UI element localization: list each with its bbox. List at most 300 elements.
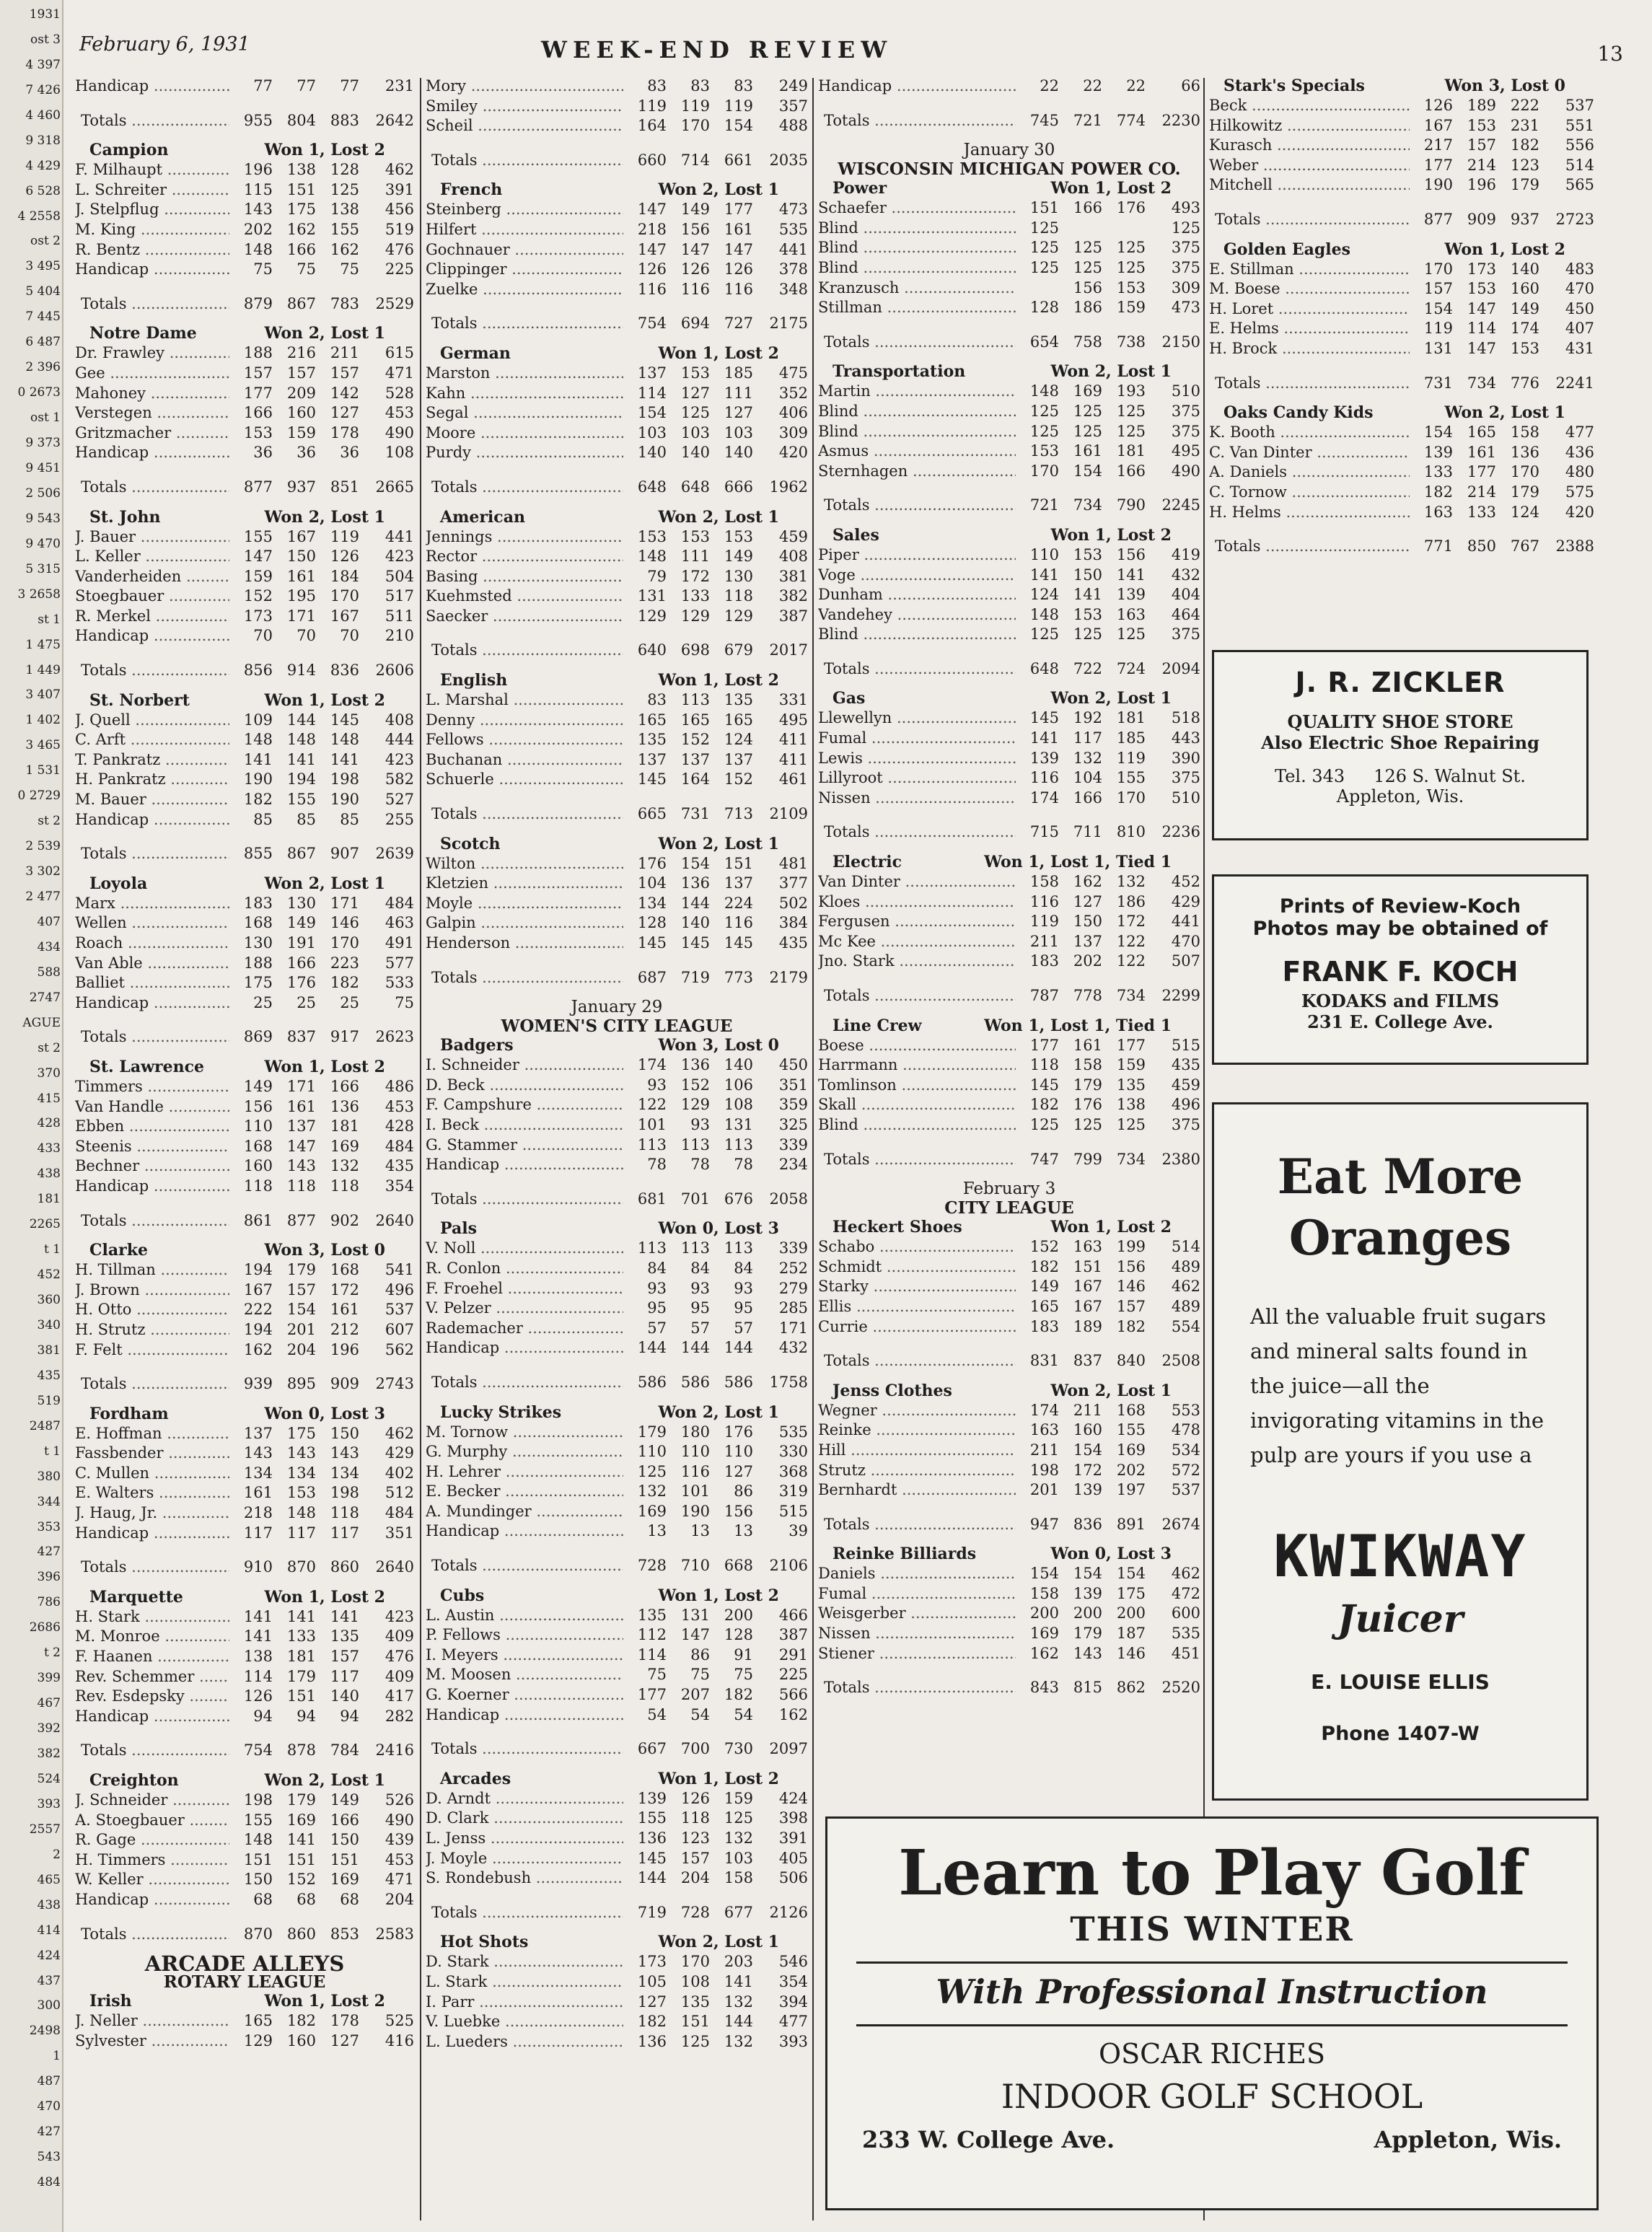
game-score: 154 — [1073, 1565, 1102, 1583]
player-row — [75, 180, 414, 201]
player-row — [818, 1461, 1200, 1481]
series-total: 452 — [1171, 873, 1200, 891]
player-row — [75, 200, 414, 220]
series-total: 282 — [385, 1707, 414, 1725]
game-score: 153 — [1467, 280, 1496, 298]
series-total: 407 — [1565, 320, 1594, 338]
game-score: 68 — [340, 1890, 359, 1908]
game-score: 182 — [1029, 1096, 1059, 1114]
series-total: 450 — [778, 1056, 808, 1074]
series-total: 279 — [778, 1279, 808, 1297]
player-row — [75, 403, 414, 423]
game-score: 84 — [734, 1259, 753, 1277]
totals-label: Totals ..... — [75, 844, 229, 864]
totals-label: Totals ..... — [818, 986, 1016, 1006]
series-total: 477 — [778, 2013, 808, 2031]
player-row — [1209, 319, 1594, 339]
game-score: 161 — [286, 1097, 316, 1115]
game-score: 139 — [1116, 586, 1146, 604]
margin-fragment: 438 — [37, 1166, 61, 1182]
series-total: 480 — [1565, 463, 1594, 481]
game-total: 867 — [286, 845, 316, 863]
player-name: F. Milhaupt ..... — [75, 160, 229, 180]
game-score: 161 — [330, 1301, 359, 1319]
series-total: 441 — [1171, 913, 1200, 931]
totals-label: Totals ..... — [1209, 537, 1410, 557]
game-score: 163 — [1073, 1238, 1102, 1256]
game-total: 668 — [724, 1557, 753, 1575]
game-score: 211 — [1029, 1441, 1059, 1459]
player-name: A. Stoegbauer ..... — [75, 1811, 229, 1831]
game-score: 144 — [286, 711, 316, 729]
margin-fragment: 470 — [37, 2099, 61, 2114]
player-row — [75, 1627, 414, 1647]
game-score: 202 — [1116, 1461, 1146, 1479]
game-score: 132 — [1116, 873, 1146, 891]
margin-fragment: 427 — [37, 2125, 61, 2140]
team-record: Won 1, Lost 2 — [1050, 525, 1172, 545]
game-total: 947 — [1029, 1515, 1059, 1533]
margin-fragment: 519 — [37, 1393, 61, 1408]
team-name: Line Crew — [832, 1016, 922, 1035]
team-record: Won 1, Lost 2 — [264, 141, 385, 160]
team-name: Oaks Candy Kids — [1223, 403, 1374, 423]
series-total: 406 — [778, 404, 808, 422]
grand-total: 2665 — [375, 478, 414, 496]
game-score: 212 — [330, 1320, 359, 1338]
team-totals-row — [75, 478, 414, 498]
game-score: 104 — [1073, 769, 1102, 787]
team-totals-row — [426, 1190, 808, 1210]
series-total: 502 — [778, 894, 808, 912]
game-total: 719 — [637, 1903, 667, 1921]
series-total: 488 — [778, 117, 808, 135]
bowling-column-2 — [426, 76, 808, 2052]
margin-fragment: 3 2658 — [17, 586, 61, 602]
player-name: Handicap ..... — [75, 993, 229, 1014]
game-score: 158 — [1510, 423, 1539, 441]
player-name: H. Brock ..... — [1209, 339, 1410, 359]
game-score: 176 — [1073, 1096, 1102, 1114]
player-row — [75, 1340, 414, 1361]
grand-total: 1758 — [769, 1373, 808, 1391]
game-score: 94 — [340, 1707, 359, 1725]
series-total: 453 — [385, 1850, 414, 1868]
series-total: 476 — [385, 1648, 414, 1666]
game-score: 153 — [286, 1484, 316, 1502]
game-score: 154 — [637, 404, 667, 422]
margin-fragment: 1 531 — [25, 763, 61, 778]
margin-fragment: 0 2729 — [17, 788, 61, 804]
grand-total: 2388 — [1555, 537, 1594, 555]
game-total: 776 — [1510, 374, 1539, 392]
game-score: 150 — [1073, 913, 1102, 931]
player-row — [75, 973, 414, 993]
game-score: 175 — [286, 201, 316, 219]
player-row — [818, 1564, 1200, 1584]
team-totals-row — [75, 294, 414, 315]
player-row — [75, 1320, 414, 1340]
series-total: 402 — [385, 1464, 414, 1482]
game-score: 125 — [1116, 1115, 1146, 1133]
game-total: 917 — [330, 1028, 359, 1046]
game-total: 727 — [724, 315, 753, 333]
game-score: 141 — [1029, 566, 1059, 584]
game-score: 126 — [680, 260, 710, 278]
game-score: 198 — [1029, 1461, 1059, 1479]
series-total: 325 — [778, 1115, 808, 1133]
series-total: 525 — [385, 2012, 414, 2030]
ad-tagline: QUALITY SHOE STORE — [1287, 711, 1513, 732]
totals-label: Totals ..... — [75, 1557, 229, 1578]
totals-label: Totals ..... — [75, 478, 229, 498]
publication-title: WEEK-END REVIEW — [541, 36, 893, 63]
game-total: 660 — [637, 151, 667, 169]
grand-total: 2241 — [1555, 374, 1594, 392]
game-total: 937 — [1510, 210, 1539, 228]
series-total: 39 — [788, 1522, 808, 1540]
series-total: 162 — [778, 1705, 808, 1723]
game-score: 119 — [1029, 913, 1059, 931]
game-score: 189 — [1073, 1317, 1102, 1335]
series-total: 424 — [778, 1789, 808, 1807]
player-row — [426, 220, 808, 240]
player-row — [818, 219, 1200, 239]
player-row — [818, 402, 1200, 422]
grand-total: 2230 — [1161, 111, 1200, 129]
team-header — [75, 324, 414, 343]
game-score: 141 — [243, 1607, 273, 1625]
series-total: 565 — [1565, 176, 1594, 194]
game-score: 68 — [296, 1890, 316, 1908]
game-score: 134 — [330, 1464, 359, 1482]
team-totals-row — [818, 333, 1200, 353]
game-score: 186 — [1116, 892, 1146, 910]
player-name: H. Strutz ..... — [75, 1320, 229, 1340]
player-row — [818, 749, 1200, 769]
game-score: 147 — [680, 1626, 710, 1644]
game-score: 181 — [330, 1117, 359, 1135]
series-total: 411 — [778, 731, 808, 749]
game-score: 154 — [1073, 462, 1102, 480]
game-score: 132 — [724, 2032, 753, 2050]
game-score: 138 — [1116, 1096, 1146, 1114]
game-score: 138 — [243, 1648, 273, 1666]
margin-fragment: 1 — [53, 2049, 61, 2064]
player-name: Schmidt ..... — [818, 1257, 1016, 1278]
game-score: 110 — [1029, 545, 1059, 563]
series-total: 394 — [778, 1992, 808, 2011]
game-score: 141 — [286, 750, 316, 768]
player-name: Kahn ..... — [426, 384, 623, 404]
team-name: Clarke — [89, 1241, 148, 1260]
game-score: 113 — [680, 1239, 710, 1257]
player-row — [75, 607, 414, 627]
game-score: 199 — [1116, 1238, 1146, 1256]
game-score: 194 — [243, 1261, 273, 1279]
team-record: Won 2, Lost 1 — [1050, 1381, 1172, 1400]
game-score: 110 — [637, 1443, 667, 1461]
game-total: 909 — [1467, 210, 1496, 228]
margin-fragment: t 2 — [43, 1646, 61, 1661]
grand-total: 2179 — [769, 968, 808, 986]
player-name: Lillyroot ..... — [818, 768, 1016, 788]
series-total: 526 — [385, 1791, 414, 1809]
player-name: Handicap ..... — [75, 1707, 229, 1727]
game-score: 179 — [286, 1667, 316, 1685]
game-score: 167 — [1073, 1278, 1102, 1296]
game-total: 855 — [243, 845, 273, 863]
player-name: Wellen ..... — [75, 913, 229, 933]
game-total: 666 — [724, 478, 753, 496]
player-name: Mahoney ..... — [75, 384, 229, 404]
series-total: 528 — [385, 384, 414, 402]
game-score: 211 — [1073, 1401, 1102, 1419]
game-total: 774 — [1116, 111, 1146, 129]
series-total: 391 — [778, 1829, 808, 1847]
series-total: 375 — [1171, 239, 1200, 257]
team-totals-row — [426, 1739, 808, 1759]
player-row — [426, 933, 808, 954]
game-score: 135 — [330, 1627, 359, 1646]
margin-fragment: 427 — [37, 1545, 61, 1560]
team-header — [1209, 76, 1594, 96]
game-score: 182 — [330, 974, 359, 992]
totals-label: Totals ..... — [426, 968, 623, 988]
game-score: 75 — [734, 1666, 753, 1684]
series-total: 477 — [1565, 423, 1594, 441]
game-score: 152 — [243, 587, 273, 605]
player-row — [426, 586, 808, 607]
series-total: 404 — [1171, 586, 1200, 604]
series-total: 518 — [1171, 709, 1200, 727]
player-name: Handicap ..... — [75, 1890, 229, 1910]
player-name: F. Haanen ..... — [75, 1647, 229, 1667]
game-score: 118 — [330, 1504, 359, 1522]
series-total: 331 — [778, 691, 808, 709]
player-row — [426, 1115, 808, 1135]
series-total: 519 — [385, 220, 414, 238]
totals-label: Totals ..... — [75, 1211, 229, 1231]
player-name: L. Schreiter ..... — [75, 180, 229, 201]
series-total: 463 — [385, 914, 414, 932]
game-score: 119 — [1116, 749, 1146, 767]
game-score: 164 — [637, 117, 667, 135]
game-score: 128 — [1029, 299, 1059, 317]
game-score: 170 — [1423, 260, 1453, 278]
series-total: 572 — [1171, 1461, 1200, 1479]
totals-label: Totals ..... — [426, 804, 623, 825]
game-score: 148 — [1029, 382, 1059, 400]
game-score: 153 — [680, 527, 710, 545]
player-row — [75, 160, 414, 180]
player-row — [818, 952, 1200, 972]
series-total: 249 — [778, 77, 808, 95]
player-row — [75, 933, 414, 954]
series-total: 490 — [385, 423, 414, 441]
team-header — [818, 1218, 1200, 1237]
player-row — [75, 1424, 414, 1444]
game-score: 172 — [680, 567, 710, 585]
team-record: Won 2, Lost 1 — [264, 1771, 385, 1790]
game-score: 148 — [243, 1831, 273, 1849]
game-score: 165 — [680, 711, 710, 729]
player-row — [75, 567, 414, 587]
game-score: 179 — [1510, 483, 1539, 501]
game-score: 201 — [1029, 1481, 1059, 1499]
game-score: 166 — [286, 240, 316, 258]
game-score: 126 — [637, 260, 667, 278]
margin-fragment: 2498 — [29, 2024, 61, 2039]
game-score: 129 — [680, 1096, 710, 1114]
game-score: 201 — [286, 1320, 316, 1338]
ad-headline: Learn to Play Golf — [898, 1837, 1526, 1910]
margin-fragment: AGUE — [22, 1015, 61, 1030]
team-name: Marquette — [89, 1587, 183, 1607]
series-total: 462 — [1171, 1278, 1200, 1296]
player-row — [818, 788, 1200, 809]
game-score: 132 — [637, 1482, 667, 1501]
game-total: 714 — [680, 151, 710, 169]
player-name: J. Brown ..... — [75, 1280, 229, 1301]
game-score: 161 — [243, 1484, 273, 1502]
margin-fragment: 438 — [37, 1897, 61, 1912]
margin-fragment: 4 2558 — [17, 208, 61, 224]
game-score: 140 — [724, 444, 753, 462]
series-total: 476 — [385, 240, 414, 258]
game-score — [1059, 219, 1102, 239]
game-score: 115 — [243, 180, 273, 198]
player-row — [75, 220, 414, 240]
player-name: Scheil ..... — [426, 116, 623, 136]
game-score: 149 — [680, 201, 710, 219]
team-record: Won 1, Lost 2 — [658, 1769, 779, 1788]
series-total: 537 — [1565, 97, 1594, 114]
game-total: 731 — [680, 805, 710, 823]
koch-photo-ad — [1212, 874, 1589, 1065]
player-name: C. Mullen ..... — [75, 1464, 229, 1484]
player-row — [1209, 443, 1594, 463]
game-score: 162 — [243, 1340, 273, 1358]
player-row — [818, 1317, 1200, 1337]
game-score: 166 — [243, 404, 273, 422]
game-score: 101 — [637, 1115, 667, 1133]
series-total: 504 — [385, 567, 414, 585]
ad-address: 233 W. College Ave. — [862, 2126, 1115, 2153]
game-score: 182 — [243, 791, 273, 809]
series-total: 466 — [778, 1606, 808, 1624]
game-score: 131 — [724, 1115, 753, 1133]
player-name: Denny ..... — [426, 711, 623, 731]
game-score: 137 — [680, 750, 710, 768]
game-score: 111 — [724, 384, 753, 402]
player-name: Blind ..... — [818, 238, 1016, 258]
margin-fragment: 9 543 — [25, 511, 61, 526]
game-score: 214 — [1467, 483, 1496, 501]
series-total: 420 — [778, 444, 808, 462]
margin-fragment: 465 — [37, 1872, 61, 1887]
team-name: Creighton — [89, 1771, 179, 1790]
player-row — [818, 1480, 1200, 1501]
player-row — [426, 1849, 808, 1869]
game-score: 22 — [1126, 77, 1146, 95]
series-total: 435 — [778, 934, 808, 952]
series-total: 459 — [1171, 1076, 1200, 1094]
game-score: 113 — [724, 1135, 753, 1154]
game-total: 840 — [1116, 1352, 1146, 1370]
game-score: 116 — [680, 1462, 710, 1480]
game-score: 127 — [724, 404, 753, 422]
game-score: 123 — [1510, 156, 1539, 174]
margin-fragment: 7 445 — [25, 309, 61, 325]
player-row — [1209, 116, 1594, 136]
player-row — [75, 423, 414, 444]
game-score: 169 — [637, 1502, 667, 1520]
series-total: 377 — [778, 874, 808, 892]
margin-fragment: 2 396 — [25, 360, 61, 375]
game-total: 721 — [1029, 496, 1059, 514]
margin-fragment: 9 373 — [25, 436, 61, 451]
game-score: 155 — [243, 1811, 273, 1829]
player-row — [75, 1117, 414, 1137]
player-row — [426, 1952, 808, 1972]
player-row — [75, 1483, 414, 1503]
game-total: 869 — [243, 1028, 273, 1046]
margin-fragment: 786 — [37, 1595, 61, 1610]
player-name: H. Loret ..... — [1209, 299, 1410, 320]
game-total: 747 — [1029, 1150, 1059, 1168]
margin-fragment: 4 397 — [25, 57, 61, 72]
player-row — [75, 894, 414, 914]
game-score: 131 — [637, 587, 667, 605]
team-header — [818, 1381, 1200, 1401]
game-score: 141 — [243, 1627, 273, 1646]
game-score: 95 — [647, 1299, 667, 1317]
game-score: 154 — [680, 854, 710, 872]
team-totals-row — [75, 844, 414, 864]
player-name: Handicap ..... — [426, 1521, 623, 1542]
series-total: 450 — [1565, 299, 1594, 317]
game-total: 648 — [1029, 659, 1059, 677]
player-name: R. Conlon ..... — [426, 1259, 623, 1279]
team-totals-row — [75, 1741, 414, 1761]
game-score: 149 — [1510, 299, 1539, 317]
player-row — [75, 1444, 414, 1464]
player-name: Clippinger ..... — [426, 260, 623, 280]
player-name: H. Helms ..... — [1209, 503, 1410, 523]
game-score: 200 — [724, 1606, 753, 1624]
series-total: 511 — [385, 607, 414, 625]
player-row — [818, 1115, 1200, 1135]
game-total: 758 — [1073, 333, 1102, 351]
series-total: 496 — [385, 1280, 414, 1299]
game-score: 70 — [253, 627, 273, 645]
game-score: 200 — [1073, 1604, 1102, 1622]
game-score: 154 — [1423, 299, 1453, 317]
player-name: Ebben ..... — [75, 1117, 229, 1137]
grand-total: 2640 — [375, 1211, 414, 1229]
series-total: 309 — [1171, 278, 1200, 296]
game-score: 93 — [690, 1279, 710, 1297]
ad-contact-line — [1214, 766, 1586, 786]
grand-total: 2097 — [769, 1740, 808, 1758]
player-row — [818, 912, 1200, 932]
series-total: 533 — [385, 974, 414, 992]
grand-total: 2416 — [375, 1741, 414, 1759]
team-totals-row — [818, 496, 1200, 516]
game-score: 151 — [1029, 199, 1059, 217]
margin-fragment: 2 506 — [25, 485, 61, 501]
